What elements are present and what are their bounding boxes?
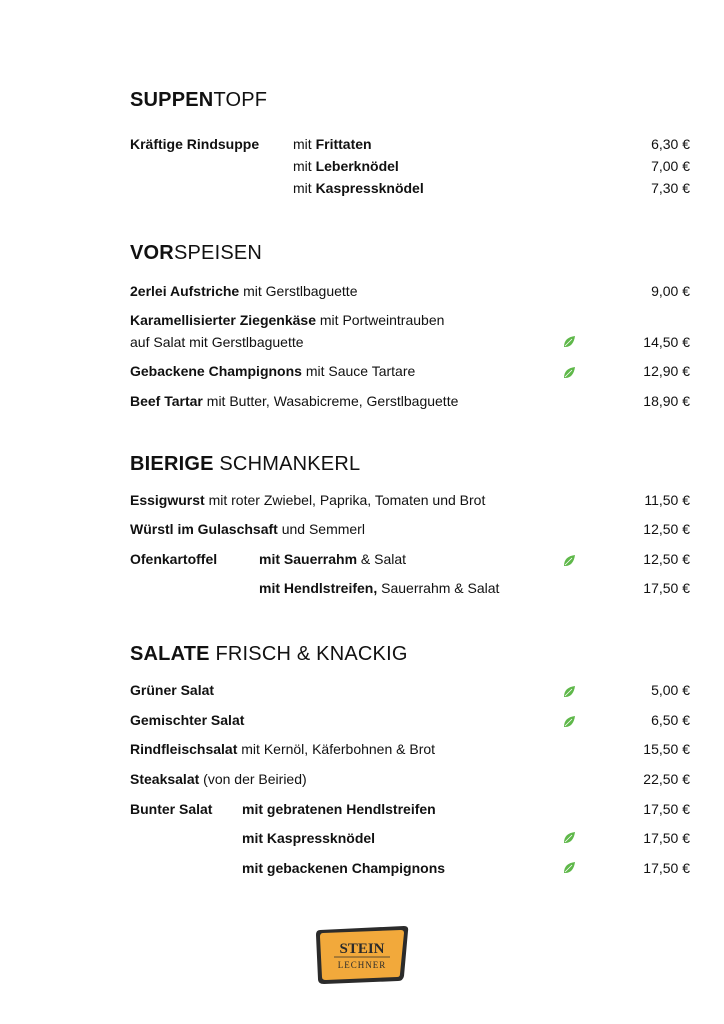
item-price: 17,50 € xyxy=(643,830,690,846)
logo-line2: LECHNER xyxy=(337,960,387,970)
item-price: 17,50 € xyxy=(643,860,690,876)
item-name: Karamellisierter Ziegenkäse xyxy=(130,312,316,328)
menu-item-cont: auf Salat mit Gerstlbaguette 14,50 € xyxy=(130,334,690,350)
item-name: Gebackene Champignons xyxy=(130,363,302,379)
section-title-vorspeisen: VORSPEISEN xyxy=(130,242,263,264)
item-price: 7,00 € xyxy=(651,158,690,174)
menu-item xyxy=(0,858,724,878)
item-name: Leberknödel xyxy=(315,158,399,174)
leaf-icon xyxy=(562,715,576,729)
menu-item xyxy=(0,710,724,730)
item-name: mit gebackenen Champignons xyxy=(242,860,446,876)
menu-item: mit Kaspressknödel 7,30 € xyxy=(293,180,690,196)
menu-item: mit Hendlstreifen, Sauerrahm & Salat 17,50 € xyxy=(259,580,690,596)
item-price: 5,00 € xyxy=(651,682,690,698)
menu-item: 2erlei Aufstriche mit Gerstlbaguette 9,00 € xyxy=(130,283,690,299)
steinlechner-logo xyxy=(312,924,412,986)
section-title-salate: SALATE FRISCH & KNACKIG xyxy=(130,643,408,665)
item-price: 7,30 € xyxy=(651,180,690,196)
item-name: Bunter Salat xyxy=(130,801,213,817)
item-name: Beef Tartar xyxy=(130,393,203,409)
section-title-suppentopf: SUPPENTOPF xyxy=(130,89,268,111)
menu-item: Rindfleischsalat mit Kernöl, Käferbohnen & Brot 15,50 € xyxy=(130,741,690,757)
item-name: mit Sauerrahm xyxy=(259,551,358,567)
item-name: Kräftige Rindsuppe xyxy=(130,136,260,152)
item-price: 6,30 € xyxy=(651,136,690,152)
menu-item: Kräftige Rindsuppe mit Frittaten 6,30 € xyxy=(130,136,690,152)
item-name: Steaksalat xyxy=(130,771,200,787)
menu-item xyxy=(0,680,724,700)
item-name: Ofenkartoffel xyxy=(130,551,218,567)
leaf-icon xyxy=(562,685,576,699)
item-price: 17,50 € xyxy=(643,580,690,596)
item-price: 11,50 € xyxy=(644,492,690,508)
leaf-icon xyxy=(562,861,576,875)
item-name: mit Kaspressknödel xyxy=(242,830,376,846)
menu-item xyxy=(0,828,724,848)
menu-item: mit Leberknödel 7,00 € xyxy=(293,158,690,174)
item-price: 17,50 € xyxy=(643,801,690,817)
item-price: 18,90 € xyxy=(643,393,690,409)
leaf-icon xyxy=(562,831,576,845)
section-title-bierige-schmankerl: BIERIGE SCHMANKERL xyxy=(130,453,361,475)
item-price: 6,50 € xyxy=(651,712,690,728)
leaf-icon xyxy=(562,366,576,380)
item-price: 12,50 € xyxy=(643,551,690,567)
item-name: Würstl im Gulaschsaft xyxy=(130,521,278,537)
menu-item: Karamellisierter Ziegenkäse mit Portweintrauben xyxy=(130,312,445,328)
item-name: Kaspressknödel xyxy=(315,180,424,196)
item-price: 15,50 € xyxy=(643,741,690,757)
item-name: 2erlei Aufstriche xyxy=(130,283,240,299)
menu-item: Steaksalat (von der Beiried) 22,50 € xyxy=(130,771,690,787)
item-name: mit gebratenen Hendlstreifen xyxy=(242,801,436,817)
item-name: Frittaten xyxy=(315,136,372,152)
menu-item: Ofenkartoffel mit Sauerrahm & Salat 12,50 € xyxy=(130,551,690,567)
item-price: 9,00 € xyxy=(651,283,690,299)
item-price: 12,90 € xyxy=(643,363,690,379)
item-name: Rindfleischsalat xyxy=(130,741,238,757)
item-name: mit Hendlstreifen, xyxy=(259,580,378,596)
leaf-icon xyxy=(562,335,576,349)
menu-item: Essigwurst mit roter Zwiebel, Paprika, Tomaten und Brot 11,50 € xyxy=(130,492,690,508)
menu-item: Würstl im Gulaschsaft und Semmerl 12,50 € xyxy=(130,521,690,537)
item-price: 14,50 € xyxy=(643,334,690,350)
item-name: Gemischter Salat xyxy=(130,712,245,728)
item-name: Grüner Salat xyxy=(130,682,215,698)
menu-item: Beef Tartar mit Butter, Wasabicreme, Gerstlbaguette 18,90 € xyxy=(130,393,690,409)
item-name: Essigwurst xyxy=(130,492,205,508)
logo-line1: STEIN xyxy=(339,941,385,957)
menu-item xyxy=(0,799,724,819)
leaf-icon xyxy=(562,554,576,568)
item-price: 22,50 € xyxy=(643,771,690,787)
menu-item: Gebackene Champignons mit Sauce Tartare 12,90 € xyxy=(130,363,690,379)
item-price: 12,50 € xyxy=(643,521,690,537)
